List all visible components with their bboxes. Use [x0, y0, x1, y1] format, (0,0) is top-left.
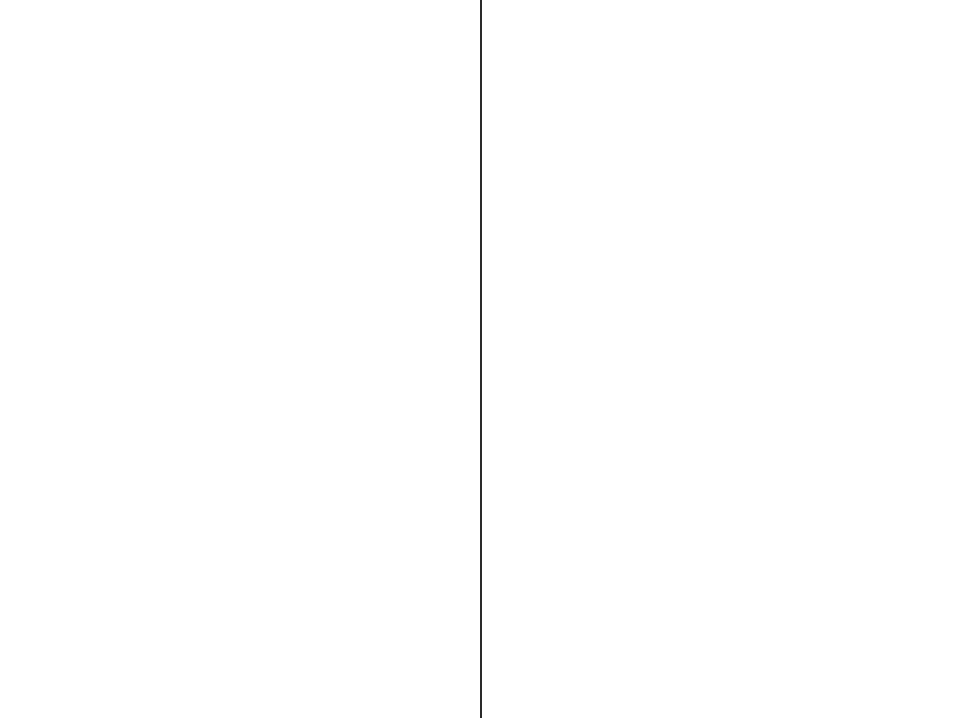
table-of-contents	[4, 38, 422, 47]
right-page	[482, 0, 960, 718]
preface-body	[609, 206, 940, 207]
